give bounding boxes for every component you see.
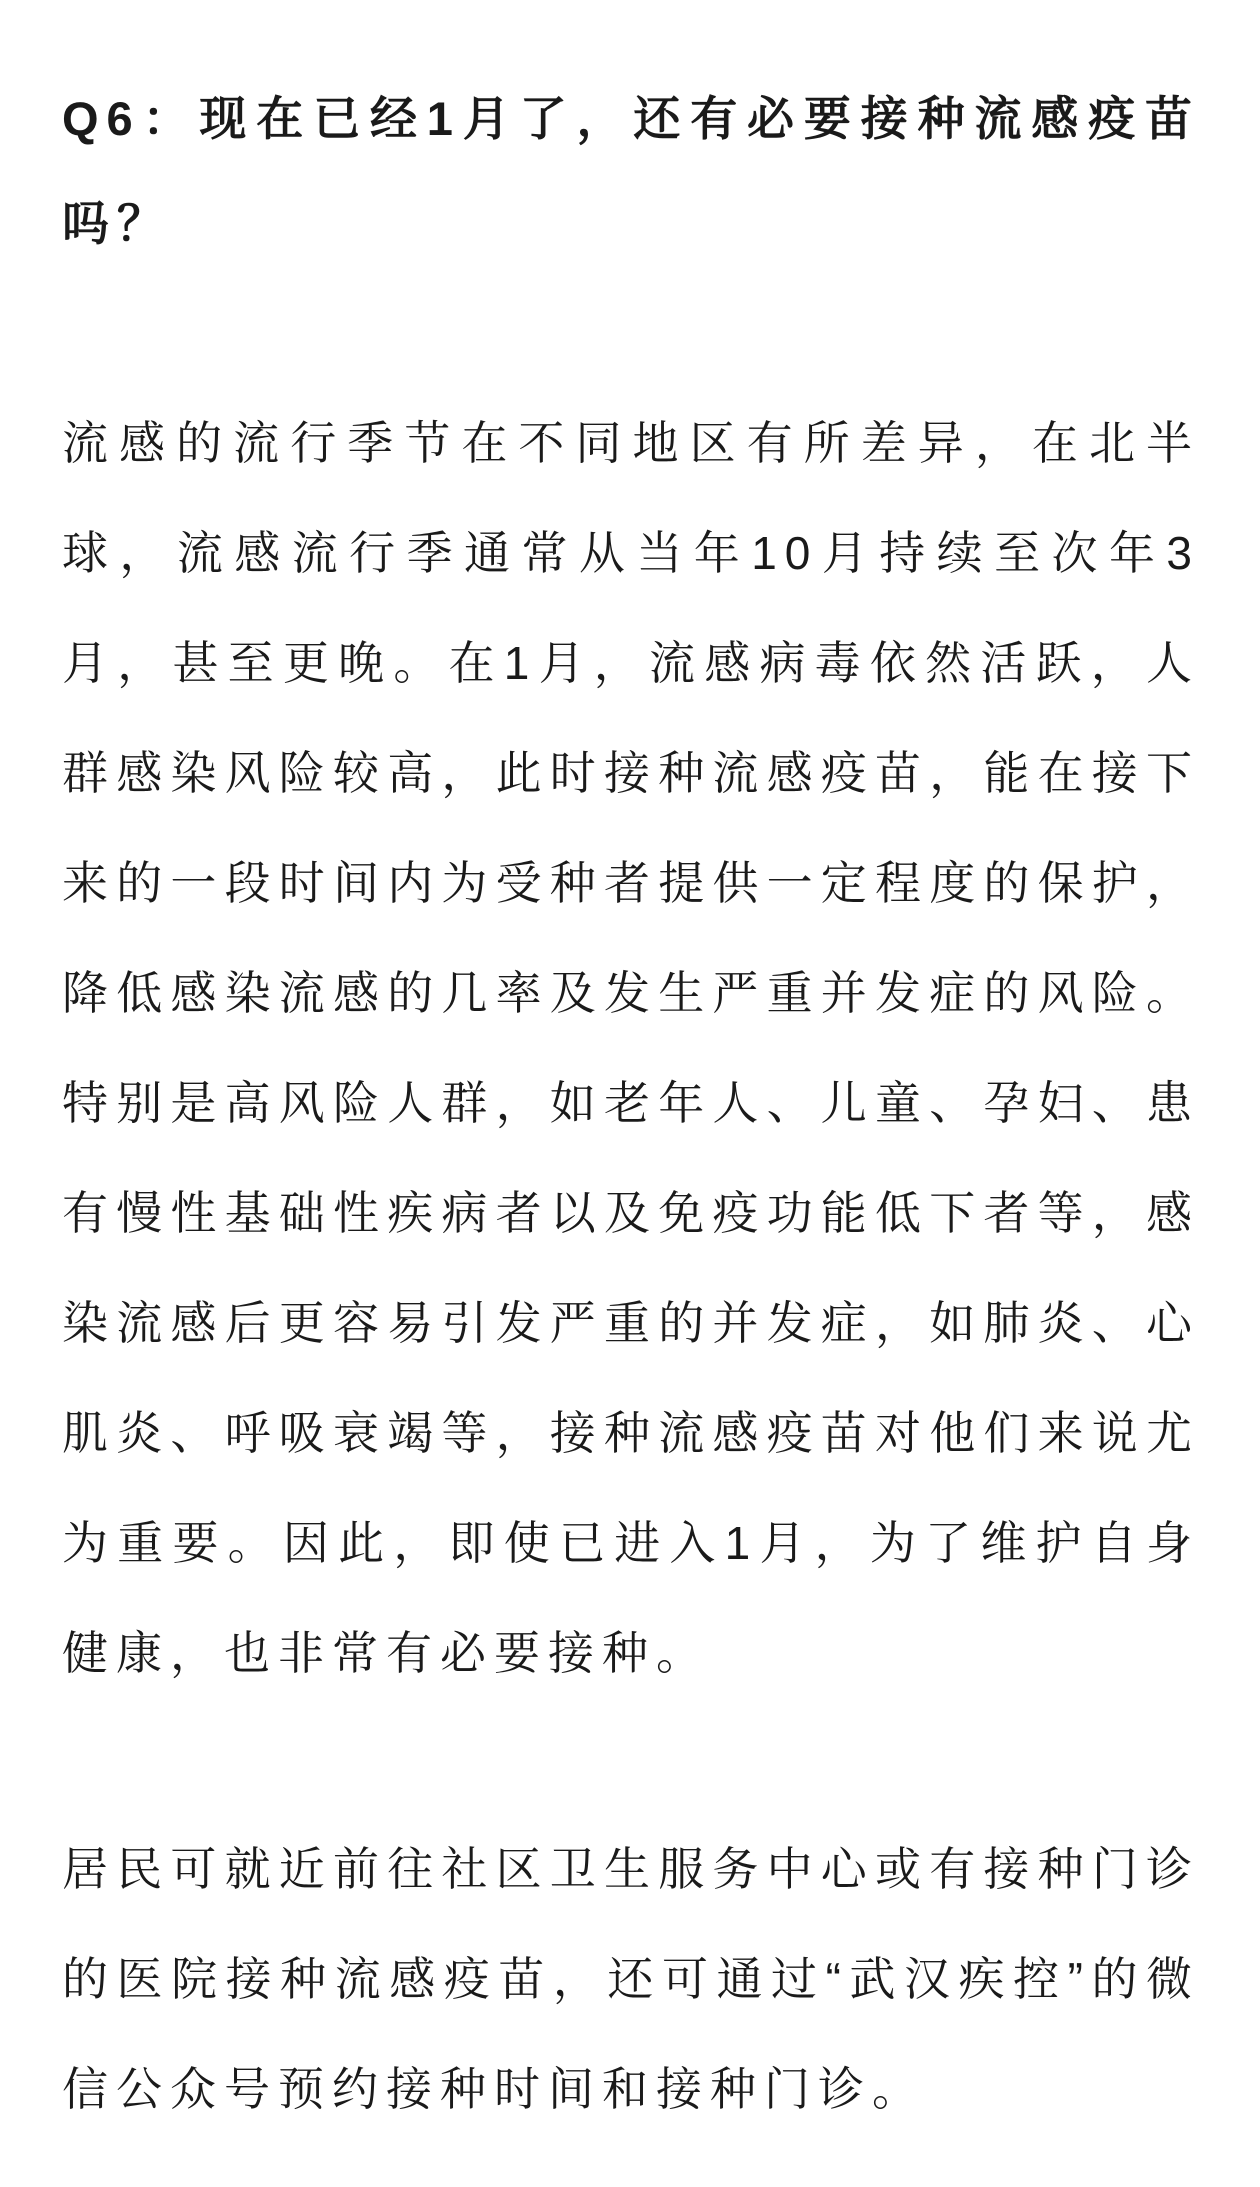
previous-line-fragment xyxy=(62,0,1200,3)
question-heading: Q6：现在已经1月了，还有必要接种流感疫苗吗？ xyxy=(62,92,1200,250)
paragraph-flu-season: 流感的流行季节在不同地区有所差异，在北半球，流感流行季通常从当年10月持续至次年3月，甚至更晚。在1月，流感病毒依然活跃，人群感染风险较高，此时接种流感疫苗，能在接下来的一段时间内为受种者提供一定程度的保护，降低感染流感的几率及发生严重并发症的风险。特别是高风险人群，如老年人、儿童、孕妇、患有慢性基础性疾病者以及免疫功能低下者等，感染流感后更容易引发严重的并发症，如肺炎、心肌炎、呼吸衰竭等，接种流感疫苗对他们来说尤为重要。因此，即使已进入1月，为了维护自身健康，也非常有必要接种。 xyxy=(62,417,1200,1679)
paragraph-where-to-vaccinate: 居民可就近前往社区卫生服务中心或有接种门诊的医院接种流感疫苗，还可通过“武汉疾控”的微信公众号预约接种时间和接种门诊。 xyxy=(62,1843,1200,2115)
previous-line-clip xyxy=(62,0,1200,3)
